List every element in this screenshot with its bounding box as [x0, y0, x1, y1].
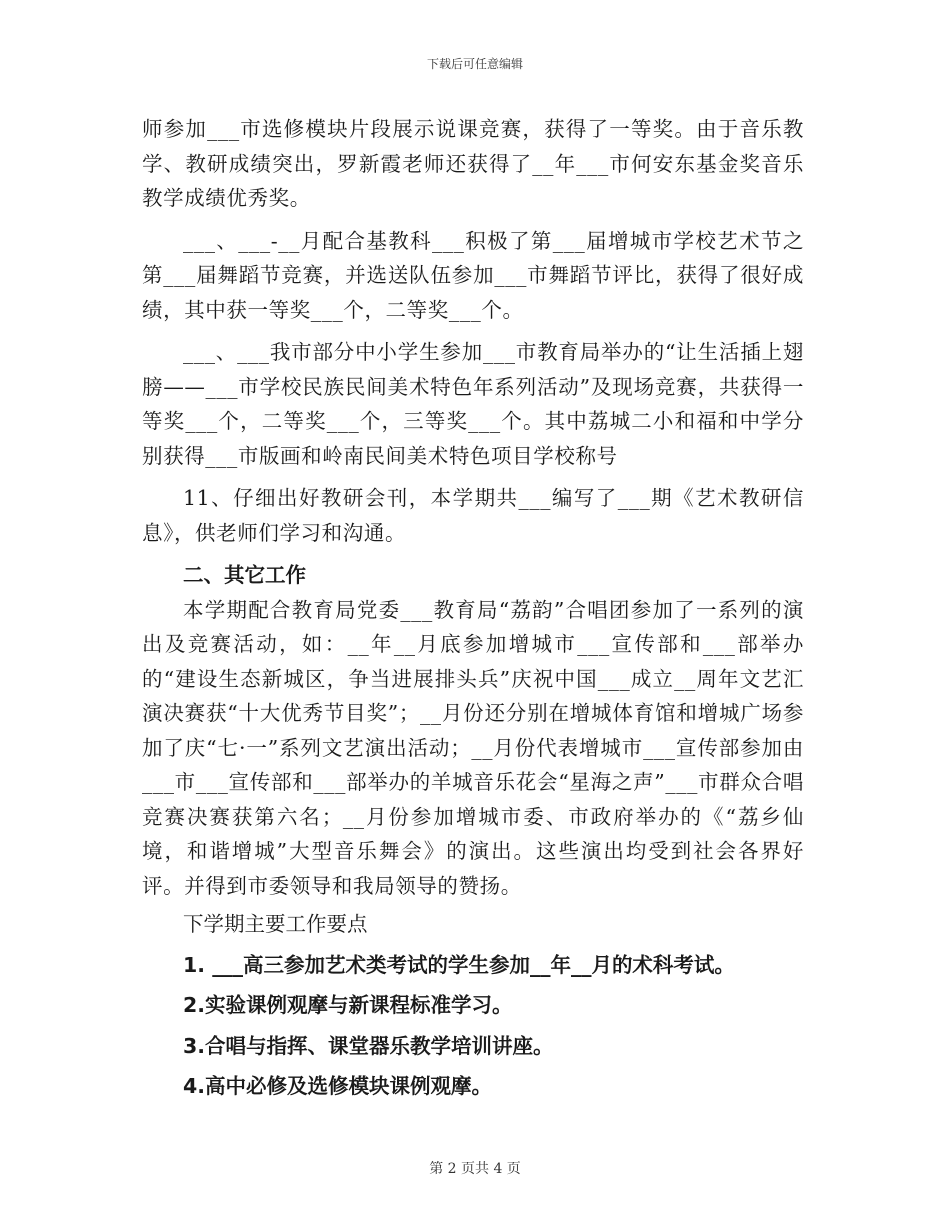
section-heading-other-work: 二、其它工作 — [183, 563, 306, 587]
paragraph-choir-activities: 本学期配合教育局党委___教育局“荔韵”合唱团参加了一系列的演出及竞赛活动，如：__年__月底参加增城市___宣传部和___部举办的“建设生态新城区，争当进展排头兵”庆祝中国___成立__周年文艺汇演决赛获“十大优秀节目奖”；__月份还分别在增城体育馆和增城广场参加了庆“七·一”系列文艺演出活动；__月份代表增城市___宣传部参加由___市___宣传部和___部举办的羊城音乐花会“星海之声”___市群众合唱竞赛决赛获第六名；__月份参加增城市委、市政府举办的《“荔乡仙境，和谐增城”大型音乐舞会》的演出。这些演出均受到社会各界好评。并得到市委领导和我局领导的赞扬。 — [142, 597, 804, 898]
next-term-item-1: 1. ___高三参加艺术类考试的学生参加__年__月的术科考试。 — [183, 952, 735, 977]
document-body — [142, 112, 804, 1104]
next-term-title: 下学期主要工作要点 — [183, 912, 368, 936]
next-term-item-4: 4.高中必修及选修模块课例观摩。 — [183, 1074, 493, 1098]
paragraph-art-activity: ___、___我市部分中小学生参加___市教育局举办的“让生活插上翅膀——___市学校民族民间美术特色年系列活动”及现场竞赛，共获得一等奖___个，二等奖___个，三等奖___个。其中荔城二小和福和中学分别获得___市版画和岭南民间美术特色项目学校称号 — [142, 340, 804, 468]
page-footer: 第 2 页共 4 页 — [429, 1161, 521, 1177]
next-term-item-3: 3.合唱与指挥、课堂器乐教学培训讲座。 — [183, 1033, 554, 1058]
page-header: 下载后可任意编辑 — [426, 57, 523, 71]
paragraph-dance-festival: ___、___-__月配合基教科___积极了第___届增城市学校艺术节之第___届舞蹈节竞赛，并选送队伍参加___市舞蹈节评比，获得了很好成绩，其中获一等奖___个，二等奖___个。 — [142, 228, 804, 322]
next-term-item-2: 2.实验课例观摩与新课程标准学习。 — [183, 993, 513, 1017]
paragraph-journal: 11、仔细出好教研会刊，本学期共___编写了___期《艺术教研信息》，供老师们学习和沟通。 — [142, 486, 804, 545]
paragraph-competition-awards: 师参加___市选修模块片段展示说课竞赛，获得了一等奖。由于音乐教学、教研成绩突出，罗新霞老师还获得了__年___市何安东基金奖音乐教学成绩优秀奖。 — [142, 117, 804, 210]
